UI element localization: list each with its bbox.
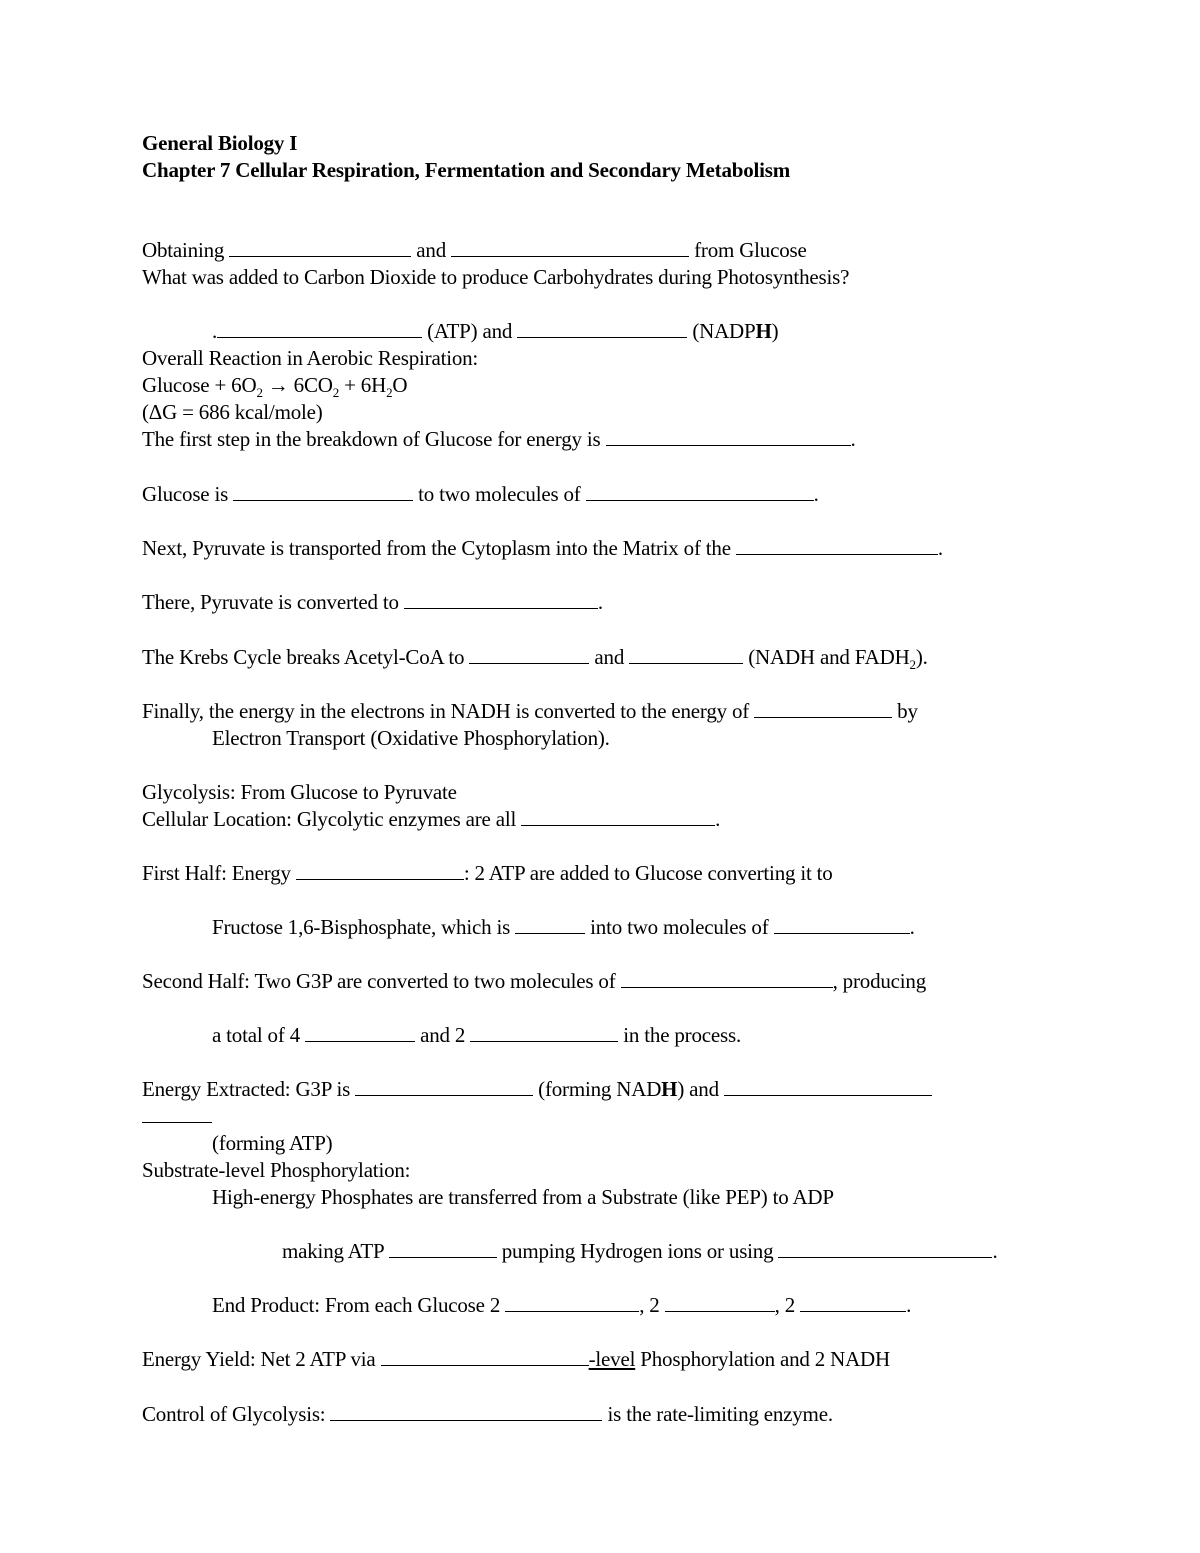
blank[interactable] <box>505 1292 639 1312</box>
blank[interactable] <box>142 1103 212 1123</box>
finally-line-2: Electron Transport (Oxidative Phosphorylation). <box>212 726 610 750</box>
chapter-title: Chapter 7 Cellular Respiration, Fermentation and Secondary Metabolism <box>142 158 791 182</box>
blank[interactable] <box>724 1076 932 1096</box>
there-line: There, Pyruvate is converted to . <box>142 590 603 614</box>
blank[interactable] <box>355 1076 533 1096</box>
blank[interactable] <box>521 806 715 826</box>
blank[interactable] <box>754 698 892 718</box>
energy-extracted-line: Energy Extracted: G3P is (forming NADH) and <box>142 1076 932 1102</box>
question-line: What was added to Carbon Dioxide to produce Carbohydrates during Photosynthesis? <box>142 265 850 289</box>
first-step-line: The first step in the breakdown of Glucose for energy is . <box>142 427 856 451</box>
blank[interactable] <box>800 1292 906 1312</box>
blank[interactable] <box>470 1022 618 1042</box>
control-line: Control of Glycolysis: is the rate-limiting enzyme. <box>142 1402 833 1426</box>
blank[interactable] <box>665 1292 775 1312</box>
blank[interactable] <box>233 481 413 501</box>
first-half-line: First Half: Energy : 2 ATP are added to Glucose converting it to <box>142 861 833 885</box>
blank[interactable] <box>305 1022 415 1042</box>
blank[interactable] <box>469 644 589 664</box>
location-line: Cellular Location: Glycolytic enzymes are all . <box>142 807 721 831</box>
blank[interactable] <box>296 860 464 880</box>
blank[interactable] <box>621 968 833 988</box>
overall-title: Overall Reaction in Aerobic Respiration: <box>142 346 479 370</box>
blank[interactable] <box>381 1346 589 1366</box>
blank[interactable] <box>774 914 910 934</box>
blank[interactable] <box>389 1238 497 1258</box>
delta-g: (ΔG = 686 kcal/mole) <box>142 400 323 424</box>
blank[interactable] <box>778 1238 992 1258</box>
blank[interactable] <box>517 318 687 338</box>
second-half-line: Second Half: Two G3P are converted to two molecules of , producing <box>142 969 927 993</box>
glucose-is-line: Glucose is to two molecules of . <box>142 482 819 506</box>
glycolysis-title: Glycolysis: From Glucose to Pyruvate <box>142 780 457 804</box>
energy-yield-line: Energy Yield: Net 2 ATP via -level Phosphorylation and 2 NADH <box>142 1347 890 1371</box>
energy-extracted-wrap <box>142 1103 212 1129</box>
atp-line: . (ATP) and (NADPH) <box>212 319 779 343</box>
blank[interactable] <box>606 426 851 446</box>
blank[interactable] <box>330 1401 602 1421</box>
blank[interactable] <box>736 535 938 555</box>
course-title: General Biology I <box>142 131 298 155</box>
krebs-line: The Krebs Cycle breaks Acetyl-CoA to and (NADH and $FADH_2$). <box>142 645 928 673</box>
substrate-line-2: making ATP pumping Hydrogen ions or using . <box>282 1239 998 1263</box>
blank[interactable] <box>515 914 585 934</box>
blank[interactable] <box>451 237 689 257</box>
blank[interactable] <box>629 644 743 664</box>
substrate-title: Substrate-level Phosphorylation: <box>142 1158 411 1182</box>
end-product-line: End Product: From each Glucose 2 , 2 , 2 . <box>212 1293 912 1317</box>
first-half-line-2: Fructose 1,6-Bisphosphate, which is into two molecules of . <box>212 915 915 939</box>
equation: $Glucose + 6O_2 \to 6CO_2 + 6H_2O$ <box>142 373 408 401</box>
blank[interactable] <box>404 589 598 609</box>
blank[interactable] <box>229 237 411 257</box>
second-half-line-2: a total of 4 and 2 in the process. <box>212 1023 741 1047</box>
substrate-line-1: High-energy Phosphates are transferred from a Substrate (like PEP) to ADP <box>212 1185 834 1209</box>
blank[interactable] <box>586 481 814 501</box>
next-line: Next, Pyruvate is transported from the Cytoplasm into the Matrix of the . <box>142 536 943 560</box>
finally-line: Finally, the energy in the electrons in NADH is converted to the energy of by <box>142 699 918 723</box>
obtaining-line: Obtaining and from Glucose <box>142 238 807 262</box>
blank[interactable] <box>217 318 422 338</box>
forming-atp: (forming ATP) <box>212 1131 333 1155</box>
